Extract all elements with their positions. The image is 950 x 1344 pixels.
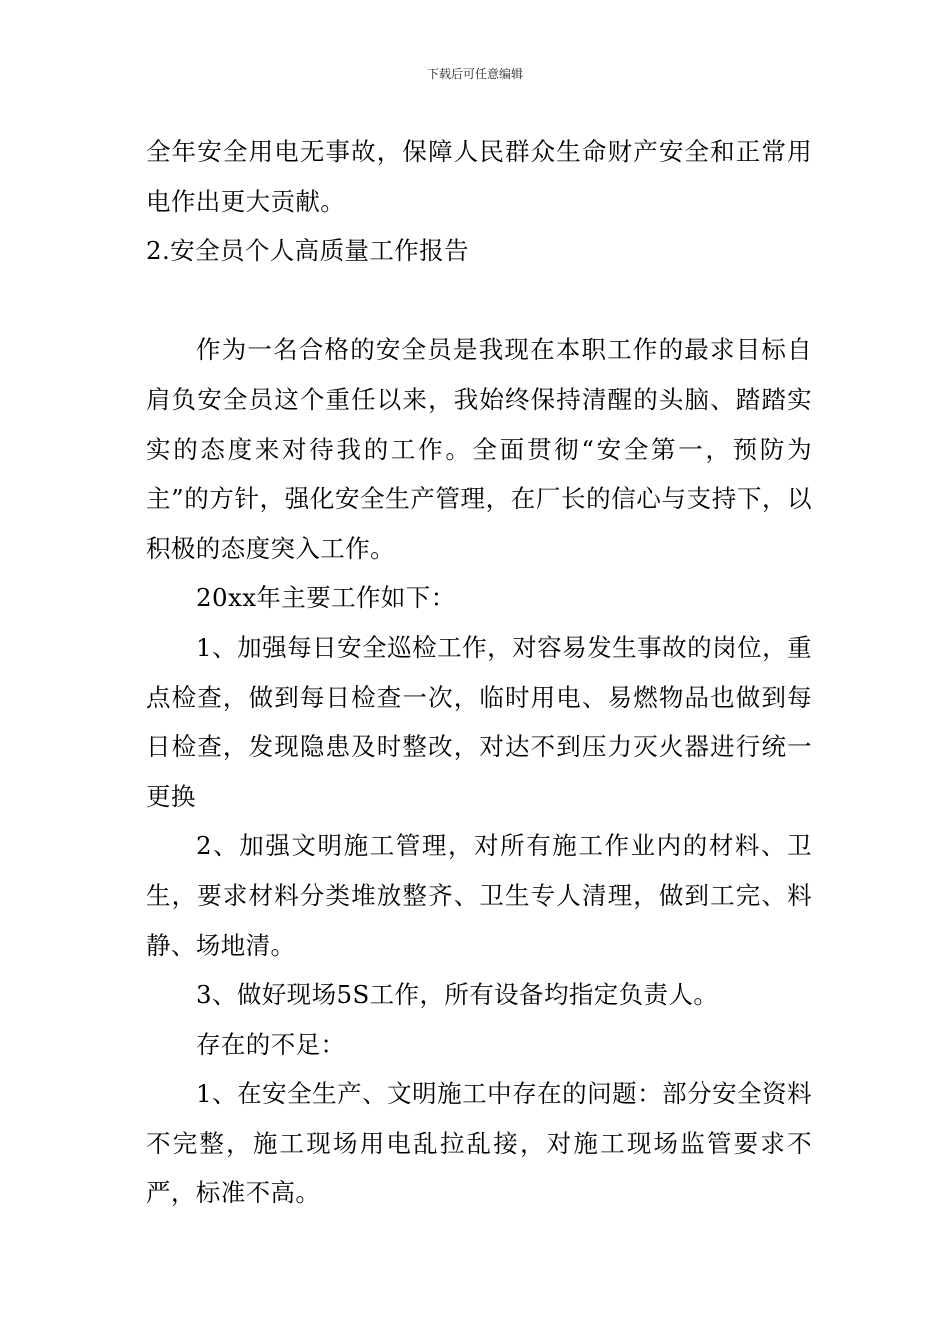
shortcoming-item-1: 1、在安全生产、文明施工中存在的问题：部分安全资料不完整，施工现场用电乱拉乱接，对施工现场监管要求不严，标准不高。 xyxy=(146,1079,812,1208)
main-work-heading: 20xx年主要工作如下： xyxy=(196,583,456,613)
continuation-paragraph: 全年安全用电无事故，保障人民群众生命财产安全和正常用电作出更大贡献。 xyxy=(146,137,812,216)
section-heading: 2.安全员个人高质量工作报告 xyxy=(146,236,469,266)
blank-line xyxy=(146,276,812,326)
work-item-2: 2、加强文明施工管理，对所有施工作业内的材料、卫生，要求材料分类堆放整齐、卫生专人清理，做到工完、料静、场地清。 xyxy=(146,831,812,960)
intro-paragraph: 作为一名合格的安全员是我现在本职工作的最求目标自肩负安全员这个重任以来，我始终保持清醒的头脑、踏踏实实的态度来对待我的工作。全面贯彻“安全第一，预防为主”的方针，强化安全生产管理，在厂长的信心与支持下，以积极的态度突入工作。 xyxy=(146,335,812,563)
work-item-3: 3、做好现场5S工作，所有设备均指定负责人。 xyxy=(196,980,719,1010)
shortcomings-heading: 存在的不足： xyxy=(196,1029,346,1059)
document-body xyxy=(146,127,812,1218)
header-note: 下载后可任意编辑 xyxy=(426,67,523,81)
work-item-1: 1、加强每日安全巡检工作，对容易发生事故的岗位，重点检查，做到每日检查一次，临时用电、易燃物品也做到每日检查，发现隐患及时整改，对达不到压力灭火器进行统一更换 xyxy=(146,632,812,811)
